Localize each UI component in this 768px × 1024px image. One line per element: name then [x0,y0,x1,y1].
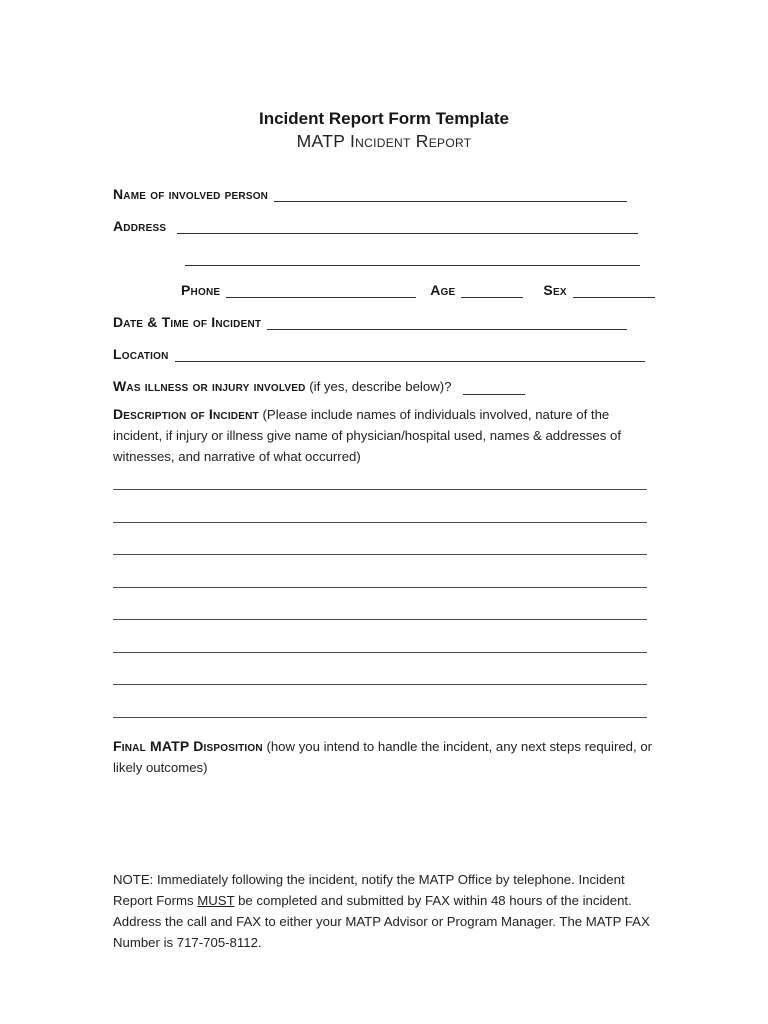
note-text-1: NOTE: Immediately following the incident, notify the MATP Office by telephone. Incident Report Forms [113,872,625,908]
field-address [113,217,655,234]
note-paragraph [113,869,665,953]
location-label: Location [113,346,169,362]
sex-blank-line [573,281,655,298]
page-subtitle: MATP Incident Report [296,131,472,151]
ruled-line [113,554,647,555]
date-time-blank-line [267,313,627,330]
final-disposition-section [113,736,661,778]
field-phone-age-sex [113,281,655,298]
page-title: Incident Report Form Template [259,109,509,128]
note-text-2: be completed and submitted by FAX within 48 hours of the incident. Address the call and FAX to either your MATP Advisor or Program Manager. The MATP FAX Number is 717-705-8112. [113,893,650,950]
field-address-line-2 [113,249,655,266]
field-date-time-of-incident [113,313,655,330]
address-blank-line-2 [185,249,640,266]
ruled-line [113,684,647,685]
field-name-of-involved-person [113,185,655,202]
address-blank-line-1 [177,217,638,234]
disposition-instructions: (how you intend to handle the incident, any next steps required, or likely outcomes) [113,739,653,775]
description-label: Description of Incident [113,406,259,422]
phone-blank-line [226,281,416,298]
ruled-line [113,587,647,588]
age-label: Age [430,282,456,298]
ruled-line [113,717,647,718]
illness-label: Was illness or injury involved [113,378,306,394]
ruled-line [113,522,647,523]
location-blank-line [175,345,645,362]
date-time-label: Date & Time of Incident [113,314,262,330]
ruled-line [113,619,647,620]
name-blank-line [274,185,627,202]
ruled-line [113,489,647,490]
name-label: Name of involved person [113,186,269,202]
description-of-incident-section [113,404,661,467]
address-label: Address [113,218,167,234]
age-blank-line [461,281,523,298]
note-must-underlined: MUST [197,893,235,908]
ruled-lines [113,489,647,749]
illness-suffix: (if yes, describe below)? [309,379,452,394]
disposition-label: Final MATP Disposition [113,738,263,754]
ruled-line [113,652,647,653]
field-location [113,345,655,362]
sex-label: Sex [543,282,567,298]
description-instructions: (Please include names of individuals involved, nature of the incident, if injury or illness give name of physician/hospital used, names & addresses of witnesses, and narrative of what occurred) [113,407,621,464]
illness-blank-line [463,379,525,395]
field-illness-question [113,378,655,395]
phone-label: Phone [181,282,221,298]
